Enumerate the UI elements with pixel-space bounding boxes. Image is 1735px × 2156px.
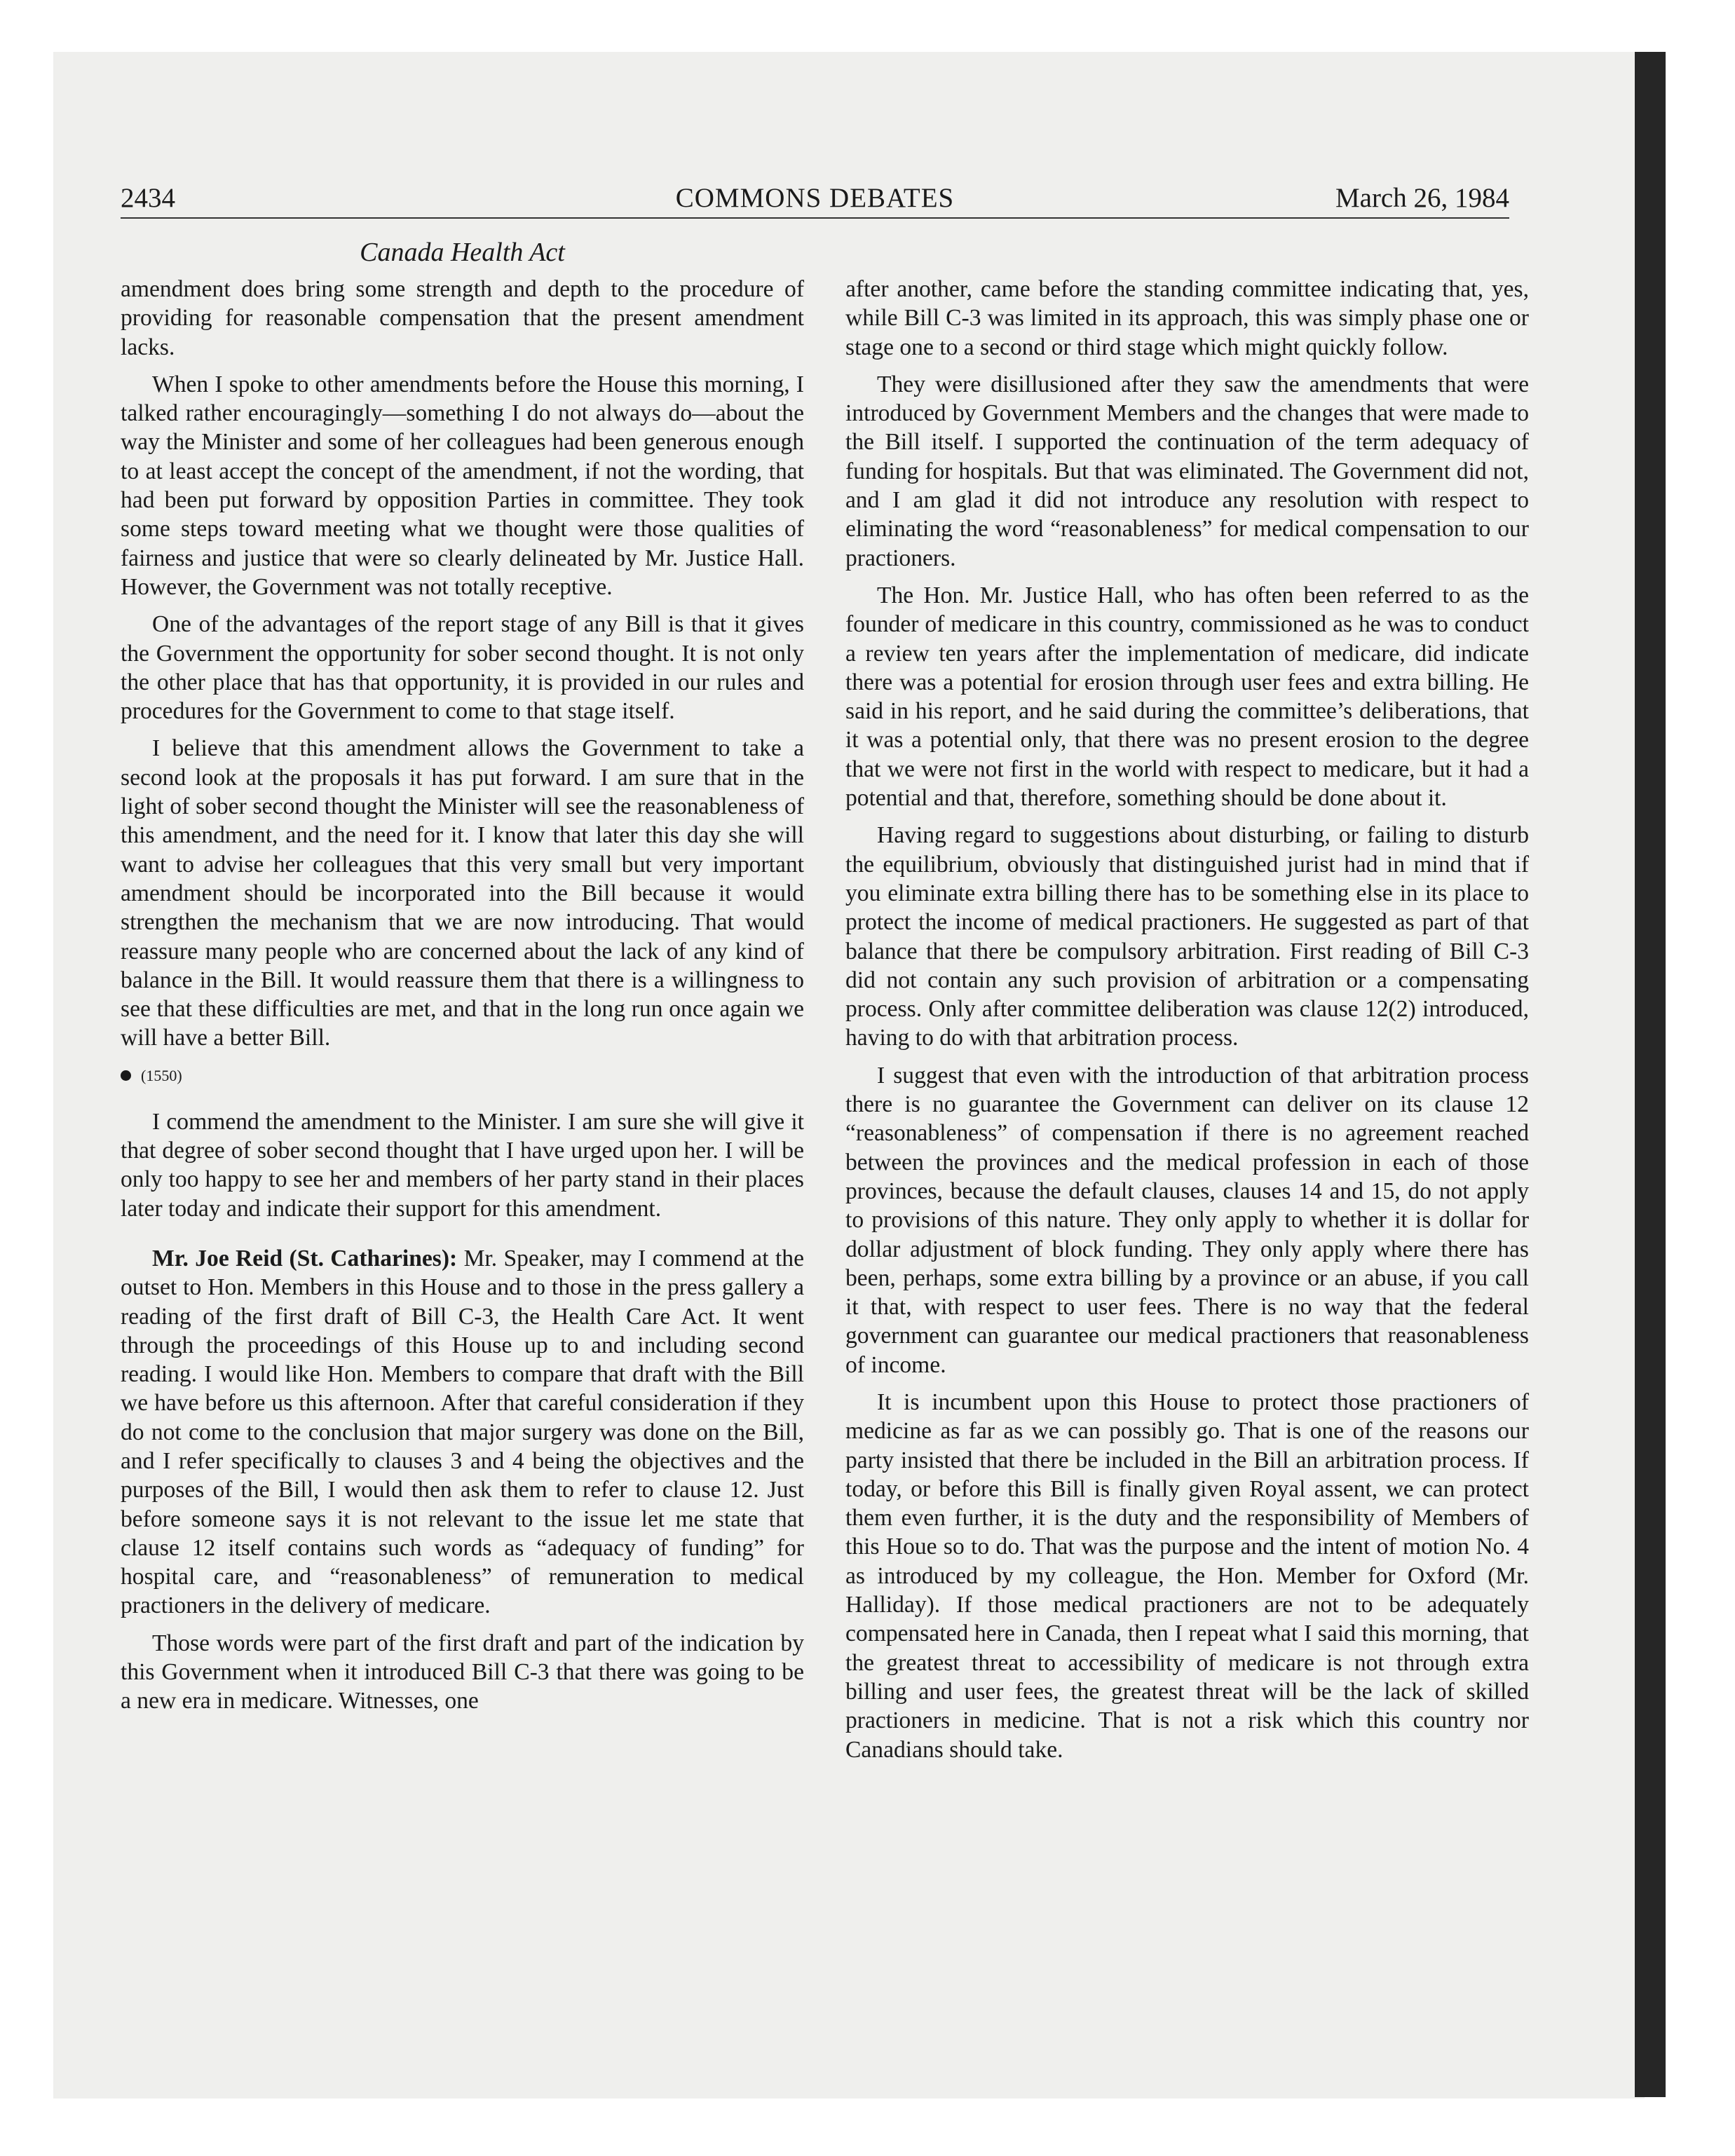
paragraph: Those words were part of the first draft and part of the indication by this Government when it introduced Bill C-3 that there was going to be a new era in medicare. Witnesses, one	[121, 1630, 804, 1714]
page-header	[121, 181, 1509, 216]
speech-text: Mr. Speaker, may I commend at the outset to Hon. Members in this House and to those in the press gallery a reading of the first draft of Bill C-3, the Health Care Act. It went through the proceedings of this House up to and including second reading. I would like Hon. Members to compare that draft with the Bill we have before us this afternoon. After that careful consideration if they do not come to the conclusion that major surgery was done on the Bill, and I refer specifically to clauses 3 and 4 being the objectives and the purposes of the Bill, I would then ask them to refer to clause 12. Just before someone says it is not relevant to the issue let me state that clause 12 itself contains such words as “adequacy of funding” for hospital care, and “reasonableness” of remuneration to medical practioners in the delivery of medicare.	[121, 1245, 804, 1619]
time-marker	[121, 1065, 804, 1086]
paragraph: I believe that this amendment allows the Government to take a second look at the proposals it has put forward. I am sure that in the light of sober second thought the Minister will see the reasonableness of this amendment, and the need for it. I know that later this day she will want to advise her colleagues that this very small but very important amendment should be incorporated into the Bill because it would strengthen the mechanism that we are now introducing. That would reassure many people who are concerned about the lack of any kind of balance in the Bill. It would reassure them that there is a willingness to see that these difficulties are met, and that in the long run once again we will have a better Bill.	[121, 735, 804, 1051]
paragraph: amendment does bring some strength and depth to the procedure of providing for reasonable compensation that the present amendment lacks.	[121, 276, 804, 360]
time-marker-text: (1550)	[141, 1066, 182, 1084]
paragraph: They were disillusioned after they saw the amendments that were introduced by Government Members and the changes that were made to the Bill itself. I supported the continuation of the term adequacy of funding for hospitals. But that was eliminated. The Government did not, and I am glad it did not introduce any resolution with respect to eliminating the word “reasonableness” for medical compensation to our practioners.	[845, 371, 1529, 571]
header-rule	[121, 217, 1509, 219]
paragraph: One of the advantages of the report stage of any Bill is that it gives the Government the opportunity for sober second thought. It is not only the other place that has that opportunity, it is provided in our rules and procedures for the Government to come to that stage itself.	[121, 611, 804, 725]
speaker-paragraph	[121, 1244, 804, 1621]
running-title: Canada Health Act	[360, 238, 565, 267]
bullet-icon	[121, 1070, 131, 1081]
left-column	[121, 275, 804, 1724]
paragraph: Having regard to suggestions about disturbing, or failing to disturb the equilibrium, obviously that distinguished jurist had in mind that if you eliminate extra billing there has to be something else in its place to protect the income of medical practioners. He suggested as part of that balance that there be compulsory arbitration. First reading of Bill C-3 did not contain any such provision of arbitration or a compensating process. Only after committee deliberation was clause 12(2) introduced, having to do with that arbitration process.	[845, 822, 1529, 1051]
paragraph: I commend the amendment to the Minister. I am sure she will give it that degree of sober second thought that I have urged upon her. I will be only too happy to see her and members of her party stand in their places later today and indicate their support for this amendment.	[121, 1108, 804, 1222]
paragraph: When I spoke to other amendments before the House this morning, I talked rather encouragingly—something I do not always do—about the way the Minister and some of her colleagues had been generous enough to at least accept the concept of the amendment, if not the wording, that had been put forward by opposition Parties in committee. They took some steps toward meeting what we thought were those qualities of fairness and justice that were so clearly delineated by Mr. Justice Hall. However, the Government was not totally receptive.	[121, 371, 804, 600]
paragraph: I suggest that even with the introduction of that arbitration process there is no guarantee the Government can deliver on its clause 12 “reasonableness” of compensation if there is no agreement reached between the provinces and the medical profession in each of those provinces, because the default clauses, clauses 14 and 15, do not apply to provisions of this nature. They only apply to whether it is dollar for dollar adjustment of block funding. They only apply where there has been, perhaps, some extra billing by a province or an abuse, if you call it that, with respect to user fees. There is no way that the federal government can guarantee our medical practioners that reasonableness of income.	[845, 1062, 1529, 1378]
right-column	[845, 275, 1529, 1773]
paragraph: after another, came before the standing committee indicating that, yes, while Bill C-3 was limited in its approach, this was simply phase one or stage one to a second or third stage which might quickly follow.	[845, 276, 1529, 360]
publication-title: COMMONS DEBATES	[675, 183, 955, 213]
speaker-name: Mr. Joe Reid (St. Catharines):	[152, 1245, 458, 1271]
paragraph: The Hon. Mr. Justice Hall, who has often been referred to as the founder of medicare in this country, commissioned as he was to conduct a review ten years after the implementation of medicare, did indicate there was a potential for erosion through user fees and extra billing. He said in his report, and he said during the committee’s deliberations, that it was a potential only, that there was no present erosion to the degree that we were not first in the world with respect to medicare, but it had a potential and that, therefore, something should be done about it.	[845, 582, 1529, 812]
page-date: March 26, 1984	[1335, 183, 1509, 213]
page-number: 2434	[121, 183, 175, 213]
scan-edge-shadow	[1635, 52, 1666, 2097]
paragraph: It is incumbent upon this House to protect those practioners of medicine as far as we can possibly go. That is one of the reasons our party insisted that there be included in the Bill an arbitration process. If today, or before this Bill is finally given Royal assent, we can protect them even further, it is the duty and the responsibility of Members of this Houe so to do. That was the purpose and the intent of motion No. 4 as introduced by my colleague, the Hon. Member for Oxford (Mr. Halliday). If those medical practioners are not to be adequately compensated here in Canada, then I repeat what I said this morning, that the greatest threat to accessibility of medicare is not through extra billing and user fees, the greatest threat will be the lack of skilled practioners in medicine. That is not a risk which this country nor Canadians should take.	[845, 1389, 1529, 1763]
